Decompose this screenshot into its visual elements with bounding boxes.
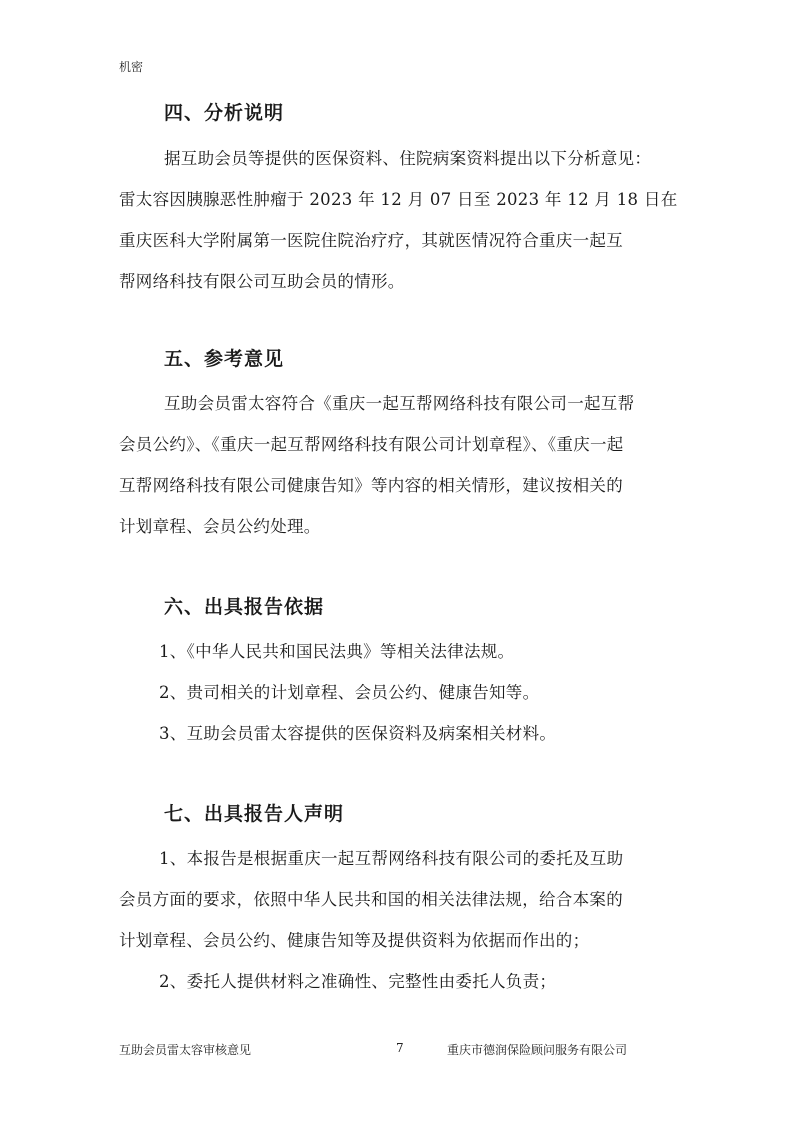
section-7-heading: 七、出具报告人声明 — [164, 803, 345, 825]
section-4-line: 雷太容因胰腺恶性肿瘤于 2023 年 12 月 07 日至 2023 年 12 月 18 日在 — [119, 190, 678, 209]
footer-company-name: 重庆市德润保险顾问服务有限公司 — [447, 1043, 628, 1057]
section-5-line: 互帮网络科技有限公司健康告知》等内容的相关情形，建议按相关的 — [119, 476, 623, 495]
section-7-line: 计划章程、会员公约、健康告知等及提供资料为依据而作出的； — [119, 931, 590, 950]
section-6-line: 2、贵司相关的计划章程、会员公约、健康告知等。 — [159, 683, 540, 702]
footer-page-number: 7 — [396, 1041, 404, 1055]
section-6-heading: 六、出具报告依据 — [164, 596, 325, 618]
section-6-line: 3、互助会员雷太容提供的医保资料及病案相关材料。 — [159, 724, 557, 743]
section-7-line: 会员方面的要求，依照中华人民共和国的相关法律法规，给合本案的 — [119, 890, 623, 909]
section-7-line: 1、本报告是根据重庆一起互帮网络科技有限公司的委托及互助 — [159, 849, 624, 868]
footer-report-title: 互助会员雷太容审核意见 — [119, 1043, 252, 1057]
section-6-line: 1、《中华人民共和国民法典》等相关法律法规。 — [159, 642, 515, 661]
section-7-line: 2、委托人提供材料之准确性、完整性由委托人负责； — [159, 972, 557, 991]
section-4-line: 重庆医科大学附属第一医院住院治疗疗，其就医情况符合重庆一起互 — [119, 231, 623, 250]
section-4-heading: 四、分析说明 — [164, 102, 285, 124]
confidential-mark: 机密 — [119, 60, 144, 74]
section-4-line: 帮网络科技有限公司互助会员的情形。 — [119, 272, 405, 291]
section-5-heading: 五、参考意见 — [164, 348, 285, 370]
section-4-line: 据互助会员等提供的医保资料、住院病案资料提出以下分析意见： — [164, 149, 652, 168]
section-5-line: 计划章程、会员公约处理。 — [119, 517, 321, 536]
section-5-line: 互助会员雷太容符合《重庆一起互帮网络科技有限公司一起互帮 — [164, 394, 635, 413]
section-5-line: 会员公约》、《重庆一起互帮网络科技有限公司计划章程》、《重庆一起 — [119, 435, 624, 454]
